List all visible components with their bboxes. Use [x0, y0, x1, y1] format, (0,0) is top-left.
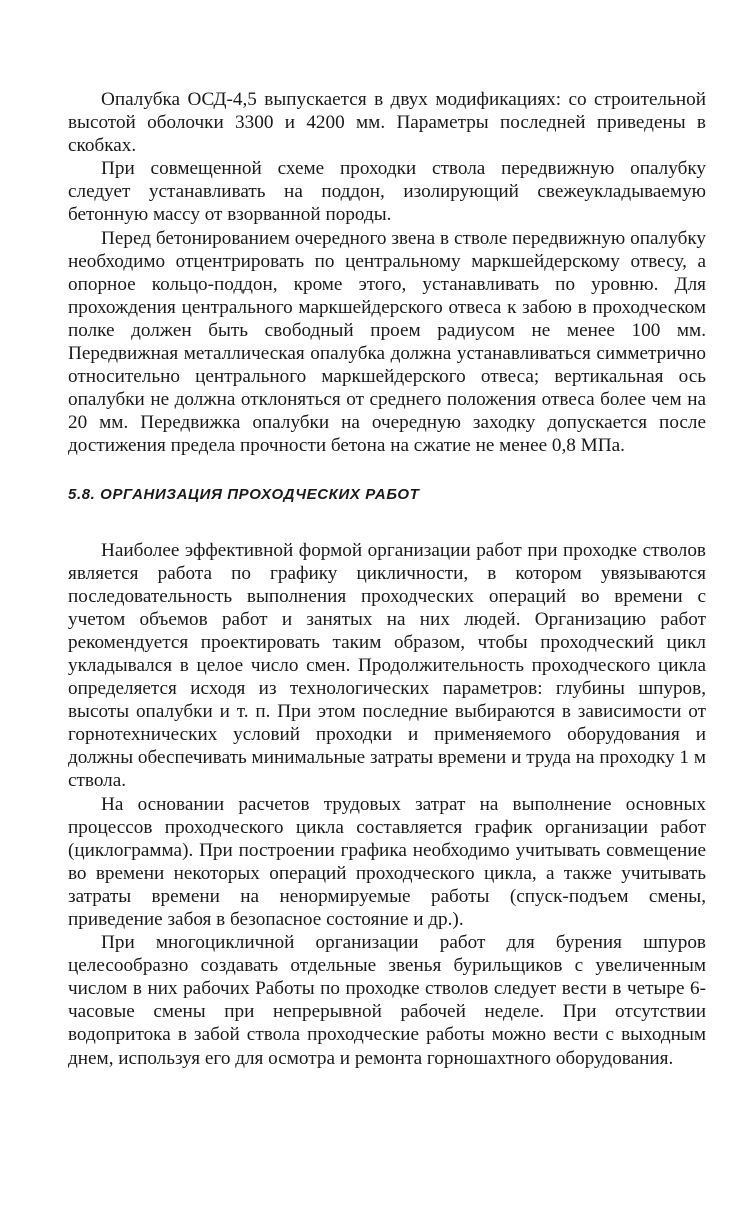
- paragraph-combined-scheme: При совмещенной схеме проходки ствола передвижную опалубку следует устанавливать на поддон, изолирующий свежеукладываемую бетонную массу от взорванной породы.: [68, 158, 706, 226]
- document-page: [68, 88, 706, 1070]
- paragraph-formwork-modifications: Опалубка ОСД-4,5 выпускается в двух модификациях: со строительной высотой оболочки 3300 и 4200 мм. Параметры последней приведены в скобках.: [68, 89, 706, 157]
- paragraph-labor-calculation: На основании расчетов трудовых затрат на выполнение основных процессов проходческого цикла составляется график организации работ (циклограмма). При построении графика необходимо учитывать совмещение во времени некоторых операций проходческого цикла, а также учитывать затраты времени на ненормируемые работы (спуск-подъем смены, приведение забоя в безопасное состояние и др.).: [68, 793, 706, 930]
- paragraph-multicycle-organization: При многоцикличной организации работ для бурения шпуров целесообразно создавать отдельные звенья бурильщиков с увеличенным числом в них рабочих Работы по проходке стволов следует вести в четыре 6-часовые смены при непрерывной рабочей неделе. При отсутствии водопритока в забой ствола проходческие работы можно вести с выходным днем, используя его для осмотра и ремонта горношахтного оборудования.: [68, 932, 706, 1069]
- paragraph-cycle-schedule: Наиболее эффективной формой организации работ при проходке стволов является работа по графику цикличности, в котором увязываются последовательность выполнения проходческих операций во времени с учетом объемов работ и занятых на них людей. Организацию работ рекомендуется проектировать таким образом, чтобы проходческий цикл укладывался в целое число смен. Продолжительность проходческого цикла определяется исходя из технологических параметров: глубины шпуров, высоты опалубки и т. п. При этом последние выбираются в зависимости от горнотехнических условий проходки и применяемого оборудования и должны обеспечивать минимальные затраты времени и труда на проходку 1 м ствола.: [68, 539, 706, 792]
- paragraph-concreting-centering: Перед бетонированием очередного звена в стволе передвижную опалубку необходимо отцентрировать по центральному маркшейдерскому отвесу, а опорное кольцо-поддон, кроме этого, устанавливать по уровню. Для прохождения центрального маркшейдерского отвеса к забою в проходческом полке должен быть свободный проем радиусом не менее 100 мм. Передвижная металлическая опалубка должна устанавливаться симметрично относительно центрального маркшейдерского отвеса; вертикальная ось опалубки не должна отклоняться от среднего положения отвеса более чем на 20 мм. Передвижка опалубки на очередную заходку допускается после достижения предела прочности бетона на сжатие не менее 0,8 МПа.: [68, 227, 706, 457]
- section-heading: 5.8. ОРГАНИЗАЦИЯ ПРОХОДЧЕСКИХ РАБОТ: [68, 485, 420, 503]
